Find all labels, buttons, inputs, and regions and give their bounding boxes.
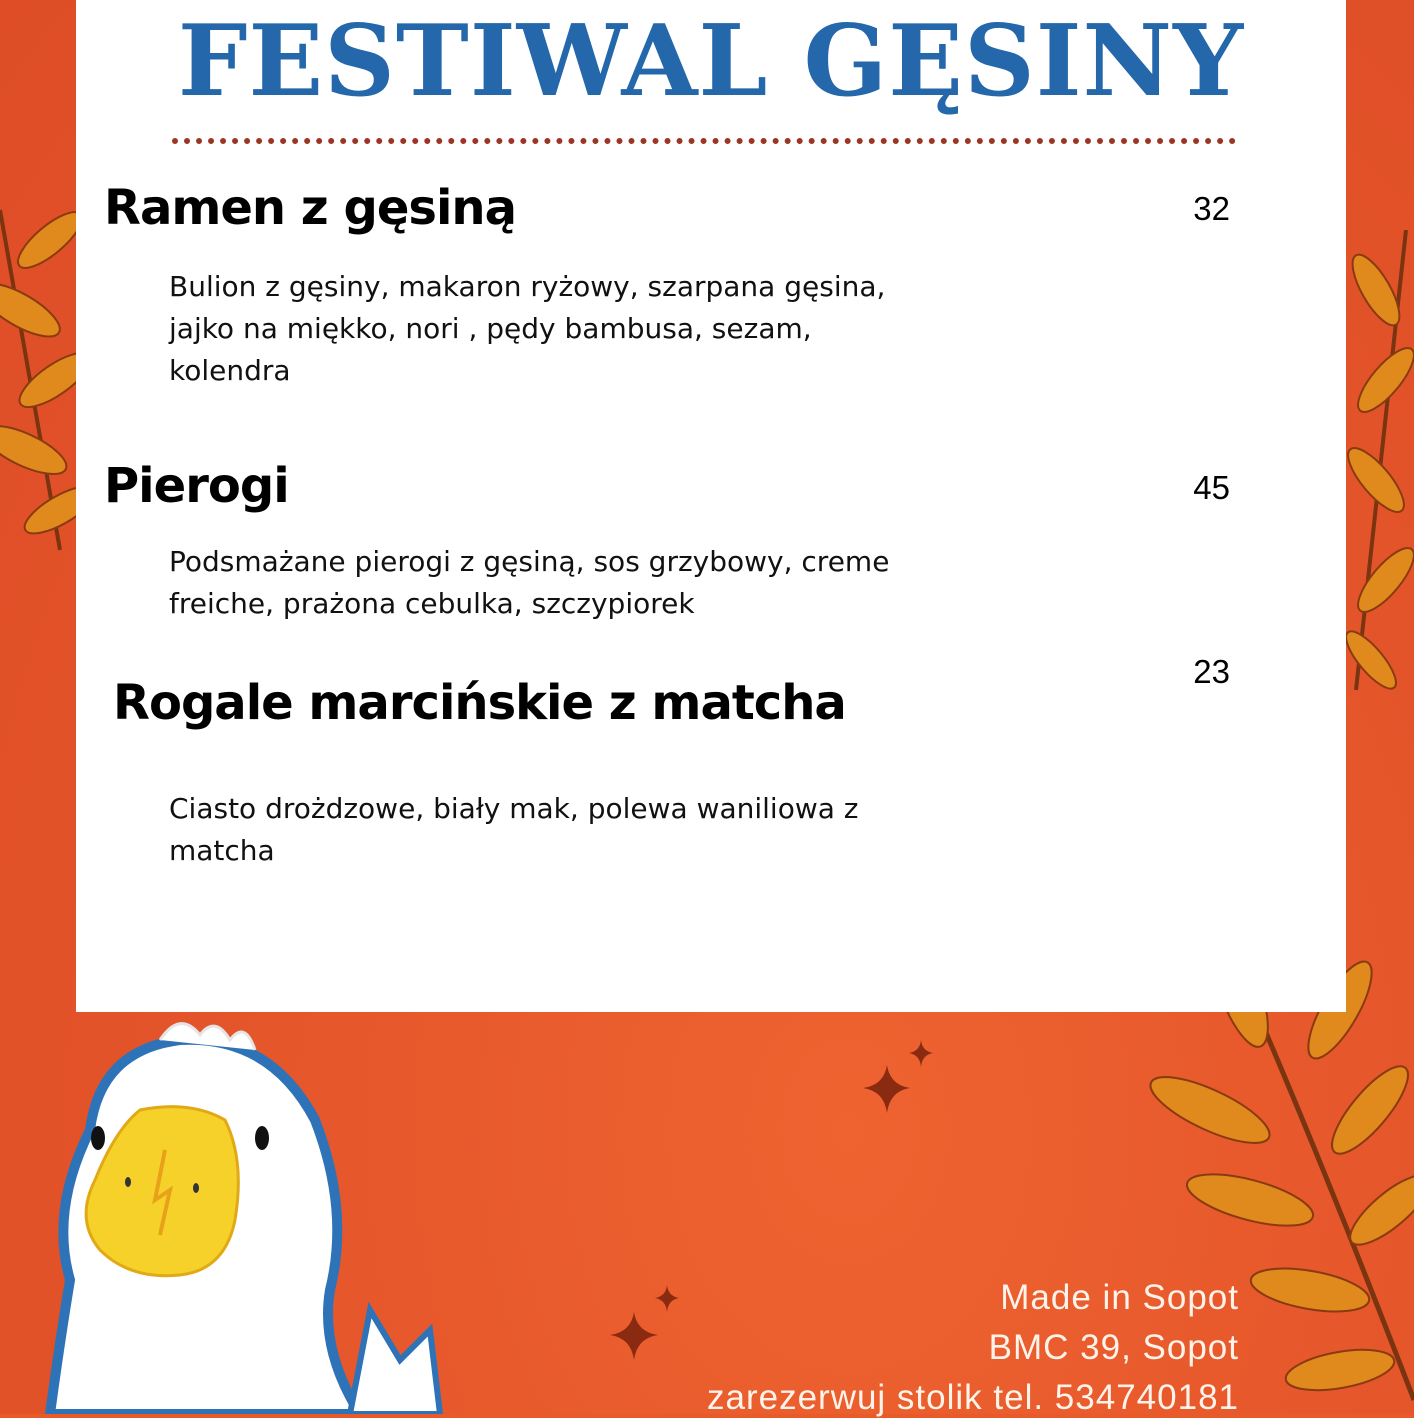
menu-item-description: Bulion z gęsiny, makaron ryżowy, szarpana gęsina, jajko na miękko, nori , pędy bambusa, sezam, kolendra: [169, 270, 886, 387]
leaf-branch-icon: [1346, 230, 1414, 690]
footer-address: BMC 39, Sopot: [988, 1328, 1239, 1367]
menu-item-description: Ciasto drożdzowe, biały mak, polewa waniliowa z matcha: [169, 792, 859, 867]
goose-illustration: [30, 1010, 470, 1414]
sparkle-icon: [855, 1035, 945, 1120]
menu-item-price: 45: [1193, 469, 1230, 506]
menu-item-name: Rogale marcińskie z matcha: [113, 675, 846, 731]
sparkle-icon: [600, 1280, 690, 1370]
menu-item-price: 32: [1193, 190, 1230, 227]
menu-item-description: Podsmażane pierogi z gęsiną, sos grzybowy, creme freiche, prażona cebulka, szczypiorek: [169, 545, 890, 620]
menu-item-price: 23: [1193, 653, 1230, 690]
menu-item-name: Pierogi: [104, 458, 289, 514]
footer-phone: zarezerwuj stolik tel. 534740181: [706, 1378, 1239, 1417]
footer-venue: Made in Sopot: [1000, 1278, 1239, 1317]
page-title: FESTIWAL GĘSINY: [177, 4, 1245, 119]
menu-card: [76, 0, 1346, 1012]
title-divider: [172, 138, 1236, 144]
menu-item-name: Ramen z gęsiną: [104, 180, 516, 236]
